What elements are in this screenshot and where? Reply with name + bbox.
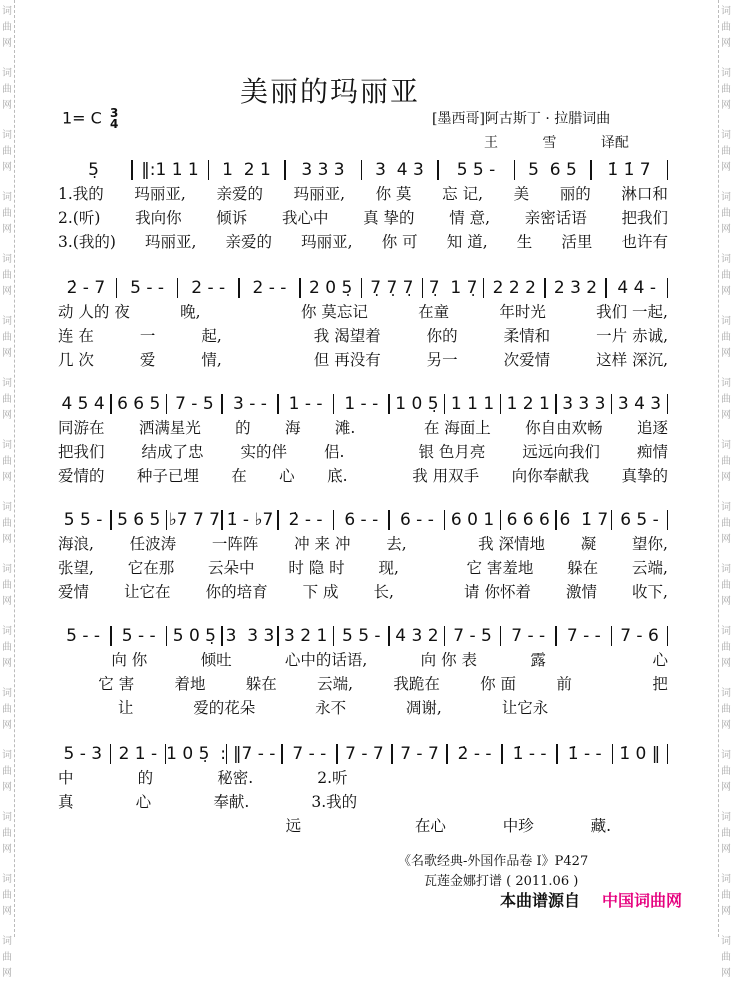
lyric-segment: 3.我的 xyxy=(311,793,358,811)
lyric-segment: 实的伴 xyxy=(240,443,288,461)
lyric-segment: 心中的话语, xyxy=(284,651,368,669)
watermark-text: 词 曲 网 xyxy=(721,688,731,731)
lyric-segment: 倾诉 xyxy=(216,209,248,227)
lyric-segment: 结成了忠 xyxy=(141,443,204,461)
watermark-text: 词 曲 网 xyxy=(721,564,731,607)
lyric-segment: 去, xyxy=(386,535,407,553)
lyric-segment: 向你奉献我 xyxy=(511,467,590,485)
watermark-text: 词 曲 网 xyxy=(2,130,12,173)
lyric-segment: 奉献. xyxy=(213,793,250,811)
staff-row xyxy=(56,158,668,254)
measure: 4 4 - xyxy=(617,278,656,298)
lyric-segment: 我心中 xyxy=(281,209,329,227)
lyric-segment: 远远向我们 xyxy=(522,443,600,461)
lyric-segment: 躲在 xyxy=(245,675,277,693)
lyric-segment: 它 害 xyxy=(98,675,135,693)
lyric-segment: 一 xyxy=(139,327,156,345)
lyric-segment: 玛丽亚, xyxy=(134,185,186,203)
lyric-segment: 在 海面上 xyxy=(423,419,491,437)
lyric-segment: 张望, xyxy=(58,559,94,577)
lyric-segment: 真 挚的 xyxy=(363,209,415,227)
lyric-segment: 玛丽亚, xyxy=(293,185,346,203)
measure: 1 2 1 xyxy=(222,160,271,180)
lyric-segment: 爱 xyxy=(139,351,156,369)
measure: ‖7 - - xyxy=(233,744,276,764)
lyric-segment: 这样 深沉, xyxy=(596,351,668,369)
watermark-text: 词 曲 网 xyxy=(721,6,731,49)
lyric-segment: 也许有 xyxy=(621,233,668,251)
measure: 2̇ - - xyxy=(288,510,323,530)
lyric-segment: 亲爱的 xyxy=(216,185,263,203)
lyric-segment: 知 道, xyxy=(446,233,488,251)
measure: 5 5 - xyxy=(63,510,103,530)
measure: 3 - - xyxy=(233,394,267,414)
time-bottom: 4 xyxy=(109,117,119,131)
lyric-line-verse-1 xyxy=(56,532,668,556)
lyric-line-verse-1 xyxy=(56,182,668,206)
lyric-line-verse-2 xyxy=(56,556,668,580)
lyric-segment: 丽的 xyxy=(559,185,591,203)
lyric-segment: 心 xyxy=(135,793,152,811)
measure: 4 5 4 xyxy=(61,394,105,414)
notation-line xyxy=(56,392,668,416)
lyric-segment: 现, xyxy=(378,559,399,577)
watermark-text: 词 曲 网 xyxy=(2,316,12,359)
lyric-segment: 玛丽亚, xyxy=(301,233,353,251)
lyric-segment: 冲 来 冲 xyxy=(294,535,351,553)
measure: 2̇ - - xyxy=(457,744,492,764)
watermark-text: 词 曲 网 xyxy=(2,254,12,297)
watermark-text: 词 曲 网 xyxy=(2,626,12,669)
measure: 7 - 5 xyxy=(453,626,492,646)
measure: 2 3 2 xyxy=(553,278,598,298)
lyric-segment: 在童 xyxy=(418,303,450,321)
lyric-segment: 生 xyxy=(516,233,533,251)
measure: 1 1 1 xyxy=(450,394,495,414)
measure: 4 3 2 xyxy=(395,626,439,646)
measure: 6 6 6 xyxy=(506,510,550,530)
measure: 2 - - xyxy=(252,278,287,298)
lyric-line-verse-1 xyxy=(56,766,668,790)
staff-row xyxy=(56,624,668,720)
lyric-segment: 时 隐 时 xyxy=(288,559,345,577)
measure: ♭7 7 7 xyxy=(168,510,220,530)
typeset-credit: 瓦莲金娜打谱 ( 2011.06 ) xyxy=(424,874,579,889)
measure: 6 5 - xyxy=(620,510,659,530)
lyric-segment: 爱的花朵 xyxy=(193,699,256,717)
lyric-segment: 向 你 xyxy=(111,651,148,669)
lyric-segment: 痴情 xyxy=(636,443,668,461)
lyric-segment: 侣. xyxy=(324,443,345,461)
lyric-segment: 倾吐 xyxy=(200,651,232,669)
lyric-segment: 下 成 xyxy=(302,583,339,601)
measure: 5 - - xyxy=(66,626,101,646)
measure: 5 0 5̣ xyxy=(172,626,216,646)
watermark-text: 词 曲 网 xyxy=(721,68,731,111)
measure: 5 - 3 xyxy=(63,744,103,764)
lyric-segment: 向 你 表 xyxy=(420,651,477,669)
lyric-segment: 我向你 xyxy=(135,209,182,227)
lyric-segment: 心 xyxy=(279,467,295,485)
measure: 1̇ 1̇ 7 xyxy=(607,160,651,180)
measure: 6 - - xyxy=(399,510,434,530)
measure: 3 3 3 xyxy=(225,626,275,646)
lyric-segment: 追逐 xyxy=(636,419,668,437)
lyric-segment: 藏. xyxy=(590,817,612,835)
lyric-segment: 起, xyxy=(201,327,222,345)
lyric-line-verse-2 xyxy=(56,790,668,814)
watermark-text: 词 曲 网 xyxy=(721,750,731,793)
lyric-segment: 你 莫 xyxy=(375,185,412,203)
staff-row xyxy=(56,392,668,488)
measure: 1 2 1 xyxy=(506,394,550,414)
watermark-text: 词 曲 网 xyxy=(721,254,731,297)
lyric-segment: 让 xyxy=(117,699,134,717)
lyric-segment: 几 次 xyxy=(58,351,94,369)
staff-row xyxy=(56,276,668,372)
lyric-segment: 露 xyxy=(530,651,546,669)
lyric-segment: 你 面 xyxy=(480,675,517,693)
measure: 1̇ - - xyxy=(567,744,602,764)
lyric-segment: 激情 xyxy=(565,583,597,601)
lyric-segment: 底. xyxy=(327,467,348,485)
lyric-segment: 3.(我的) xyxy=(58,233,116,251)
lyric-segment: 收下, xyxy=(632,583,668,601)
lyric-segment: 爱情的 xyxy=(58,467,105,485)
lyric-segment: 让它永 xyxy=(501,699,549,717)
watermark-text: 词 曲 网 xyxy=(2,688,12,731)
measure: 1̇ 0 ‖ xyxy=(619,744,661,764)
bar-line xyxy=(667,510,669,530)
origin-note xyxy=(500,888,682,911)
watermark-text: 词 曲 网 xyxy=(721,378,731,421)
measure: 3 4 3 xyxy=(375,160,424,180)
watermark-text: 词 曲 网 xyxy=(721,502,731,545)
measure: 5 - - xyxy=(121,626,156,646)
measure: 1 - - xyxy=(288,394,323,414)
key-label: 1= C xyxy=(62,108,102,128)
lyric-line-verse-2 xyxy=(56,672,668,696)
watermark-text: 词 曲 网 xyxy=(721,130,731,173)
lyric-line-verse-3 xyxy=(56,580,668,604)
watermark-text: 词 曲 网 xyxy=(2,502,12,545)
watermark-text: 词 曲 网 xyxy=(2,440,12,483)
lyric-segment: 连 在 xyxy=(58,327,94,345)
lyric-segment: 你的培育 xyxy=(205,583,268,601)
lyric-line-verse-1 xyxy=(56,300,668,324)
lyric-segment: 你的 xyxy=(426,327,458,345)
lyric-line-verse-1 xyxy=(56,648,668,672)
lyric-segment: 你自由欢畅 xyxy=(525,419,603,437)
lyric-segment: 把我们 xyxy=(58,443,105,461)
lyric-segment: 请 你怀着 xyxy=(464,583,531,601)
lyric-segment: 情 意, xyxy=(449,209,491,227)
lyric-segment: 前 xyxy=(556,675,572,693)
lyric-segment: 动 人的 夜 xyxy=(58,303,130,321)
lyric-segment: 次爱情 xyxy=(503,351,551,369)
lyric-segment: 银 色月亮 xyxy=(418,443,486,461)
lyric-segment: 中 xyxy=(58,769,74,787)
watermark-text: 词 曲 网 xyxy=(2,812,12,855)
lyric-segment: 真 xyxy=(58,793,74,811)
lyric-segment: 海 xyxy=(284,419,301,437)
measure: 2 1 - xyxy=(118,744,158,764)
measure: 7 - - xyxy=(566,626,601,646)
lyric-line-verse-3 xyxy=(56,348,668,372)
lyric-line-verse-2 xyxy=(56,440,668,464)
lyric-line-verse-2 xyxy=(56,206,668,230)
lyric-segment: 2.(听) xyxy=(58,209,101,227)
time-top: 3 xyxy=(109,106,119,120)
lyric-segment: 柔情和 xyxy=(503,327,551,345)
measure: 3 3 3 xyxy=(562,394,606,414)
lyric-segment: 在 xyxy=(231,467,247,485)
notation-line xyxy=(56,508,668,532)
measure: 3 2 1 xyxy=(284,626,328,646)
lyric-segment: 但 再没有 xyxy=(313,351,381,369)
measure: ‖:1 1 1 xyxy=(141,160,199,180)
measure: 3 3 3 xyxy=(301,160,345,180)
lyric-segment: 我 用双手 xyxy=(412,467,480,485)
lyric-segment: 种子已埋 xyxy=(136,467,199,485)
measure: 1 - - xyxy=(344,394,379,414)
lyric-segment: 云端, xyxy=(317,675,354,693)
lyric-segment: 滩. xyxy=(334,419,356,437)
measure: 3 4 3 xyxy=(617,394,662,414)
lyric-segment: 秘密. xyxy=(217,769,254,787)
lyric-segment: 的 xyxy=(137,769,154,787)
measure: 2̇ - 7 xyxy=(66,278,106,298)
lyric-segment: 爱情 xyxy=(58,583,90,601)
lyric-segment: 在心 xyxy=(414,817,446,835)
measure: 7 - 5 xyxy=(175,394,214,414)
lyric-segment: 把 xyxy=(652,675,668,693)
lyric-segment: 忘 记, xyxy=(442,185,484,203)
lyric-segment: 亲爱的 xyxy=(225,233,273,251)
lyric-segment: 凝 xyxy=(580,535,597,553)
lyric-segment: 洒满星光 xyxy=(138,419,201,437)
lyric-segment: 它在那 xyxy=(127,559,175,577)
lyric-segment: 长, xyxy=(373,583,394,601)
lyric-segment: 让它在 xyxy=(124,583,171,601)
measure: 1̇ - - xyxy=(512,744,547,764)
lyric-segment: 我 渴望着 xyxy=(313,327,381,345)
measure: 6 - - xyxy=(344,510,379,530)
lyric-segment: 玛丽亚, xyxy=(145,233,197,251)
measure: 6 6 5 xyxy=(117,394,161,414)
bar-line xyxy=(667,744,669,764)
measure: 5 5 - xyxy=(456,160,496,180)
measure: 1 0 5̣ : xyxy=(166,744,226,764)
lyric-segment: 远 xyxy=(285,817,302,835)
right-watermark-strip xyxy=(718,0,733,979)
lyric-segment: 我 深情地 xyxy=(478,535,546,553)
measure: 1̇ - ♭7 xyxy=(226,510,274,530)
lyric-segment: 2.听 xyxy=(317,769,348,787)
lyric-segment: 同游在 xyxy=(58,419,105,437)
bar-line xyxy=(667,160,669,180)
watermark-text: 词 曲 网 xyxy=(721,192,731,235)
measure: 7 - - xyxy=(292,744,327,764)
measure: 5 6 5 xyxy=(528,160,577,180)
composer-credit: [墨西哥]阿古斯丁 · 拉腊词曲 xyxy=(432,111,611,127)
lyric-segment: 心 xyxy=(652,651,668,669)
watermark-text: 词 曲 网 xyxy=(721,440,731,483)
lyric-segment: 淋口和 xyxy=(621,185,668,203)
origin-label: 本曲谱源自 xyxy=(500,891,581,910)
lyric-segment: 海浪, xyxy=(58,535,94,553)
bar-line xyxy=(667,626,669,646)
measure: 7 - 7 xyxy=(400,744,439,764)
watermark-text: 词 曲 网 xyxy=(721,812,731,855)
lyric-segment: 真挚的 xyxy=(621,467,668,485)
lyric-segment: 云朵中 xyxy=(208,559,255,577)
measure: 2 2 2 xyxy=(492,278,536,298)
lyric-segment: 的 xyxy=(235,419,251,437)
staff-row xyxy=(56,508,668,604)
measure: 6 1̇ 7 xyxy=(559,510,609,530)
measure: 5 - - xyxy=(130,278,164,298)
measure: 7 - - xyxy=(511,626,546,646)
notation-line xyxy=(56,276,668,300)
measure: 5 6 5 xyxy=(117,510,161,530)
lyric-segment: 任波涛 xyxy=(129,535,177,553)
lyric-segment: 永不 xyxy=(315,699,347,717)
left-watermark-strip xyxy=(0,0,15,979)
bar-line xyxy=(667,278,669,298)
lyric-line-verse-3 xyxy=(56,814,668,838)
lyric-segment: 它 害羞地 xyxy=(466,559,534,577)
measure: 7̣ 7̣ 7̣ xyxy=(370,278,414,298)
watermark-text: 词 曲 网 xyxy=(2,68,12,111)
measure: 7 - 6 xyxy=(620,626,659,646)
watermark-text: 词 曲 网 xyxy=(2,750,12,793)
lyric-line-verse-2 xyxy=(56,324,668,348)
bar-line xyxy=(667,394,669,414)
source-book: 《名歌经典-外国作品卷 I》P427 xyxy=(398,854,589,869)
lyric-segment: 云端, xyxy=(631,559,668,577)
watermark-text: 词 曲 网 xyxy=(2,192,12,235)
lyric-segment: 一片 赤诚, xyxy=(596,327,668,345)
measure: 6 0 1 xyxy=(450,510,495,530)
key-signature xyxy=(62,108,118,130)
lyric-segment: 你 可 xyxy=(381,233,418,251)
lyric-segment: 一阵阵 xyxy=(211,535,259,553)
notation-line xyxy=(56,158,668,182)
lyric-segment: 晚, xyxy=(180,303,201,321)
song-title: 美丽的玛丽亚 xyxy=(240,75,421,108)
lyric-segment: 1.我的 xyxy=(58,185,104,203)
watermark-text: 词 曲 网 xyxy=(721,316,731,359)
lyric-segment: 凋谢, xyxy=(405,699,442,717)
watermark-text: 词 曲 网 xyxy=(2,6,12,49)
notation-line xyxy=(56,624,668,648)
lyric-segment: 我们 一起, xyxy=(596,303,668,321)
lyric-segment: 望你, xyxy=(631,535,668,553)
lyric-line-verse-3 xyxy=(56,230,668,254)
measure: 5̣ xyxy=(88,160,99,180)
origin-site: 中国词曲网 xyxy=(602,891,683,910)
lyric-segment: 我跪在 xyxy=(393,675,440,693)
lyric-segment: 亲密话语 xyxy=(524,209,587,227)
lyric-segment: 你 莫忘记 xyxy=(300,303,368,321)
measure: 1 0 5̣ xyxy=(395,394,439,414)
watermark-text: 词 曲 网 xyxy=(721,936,731,979)
time-signature xyxy=(110,108,118,130)
notation-line xyxy=(56,742,668,766)
watermark-text: 词 曲 网 xyxy=(2,564,12,607)
staff-row xyxy=(56,742,668,838)
lyric-line-verse-3 xyxy=(56,696,668,720)
lyric-segment: 躲在 xyxy=(567,559,599,577)
lyric-segment: 把我们 xyxy=(621,209,668,227)
measure: 7̣ 1 7̣ xyxy=(428,278,478,298)
measure: 5 5 - xyxy=(341,626,381,646)
translator-credit: 王 雪 译配 xyxy=(484,135,629,151)
lyric-segment: 中珍 xyxy=(502,817,534,835)
lyric-segment: 情, xyxy=(201,351,222,369)
measure: 7 - 7 xyxy=(345,744,384,764)
watermark-text: 词 曲 网 xyxy=(721,626,731,669)
measure: 2 0 5̣ xyxy=(309,278,353,298)
watermark-text: 词 曲 网 xyxy=(721,874,731,917)
measure: 2 - - xyxy=(191,278,226,298)
lyric-segment: 活里 xyxy=(561,233,593,251)
watermark-text: 词 曲 网 xyxy=(2,874,12,917)
lyric-line-verse-1 xyxy=(56,416,668,440)
lyric-segment: 着地 xyxy=(174,675,206,693)
lyric-segment: 美 xyxy=(513,185,530,203)
watermark-text: 词 曲 网 xyxy=(2,936,12,979)
watermark-text: 词 曲 网 xyxy=(2,378,12,421)
lyric-segment: 年时光 xyxy=(499,303,546,321)
lyric-segment: 另一 xyxy=(426,351,458,369)
lyric-line-verse-3 xyxy=(56,464,668,488)
